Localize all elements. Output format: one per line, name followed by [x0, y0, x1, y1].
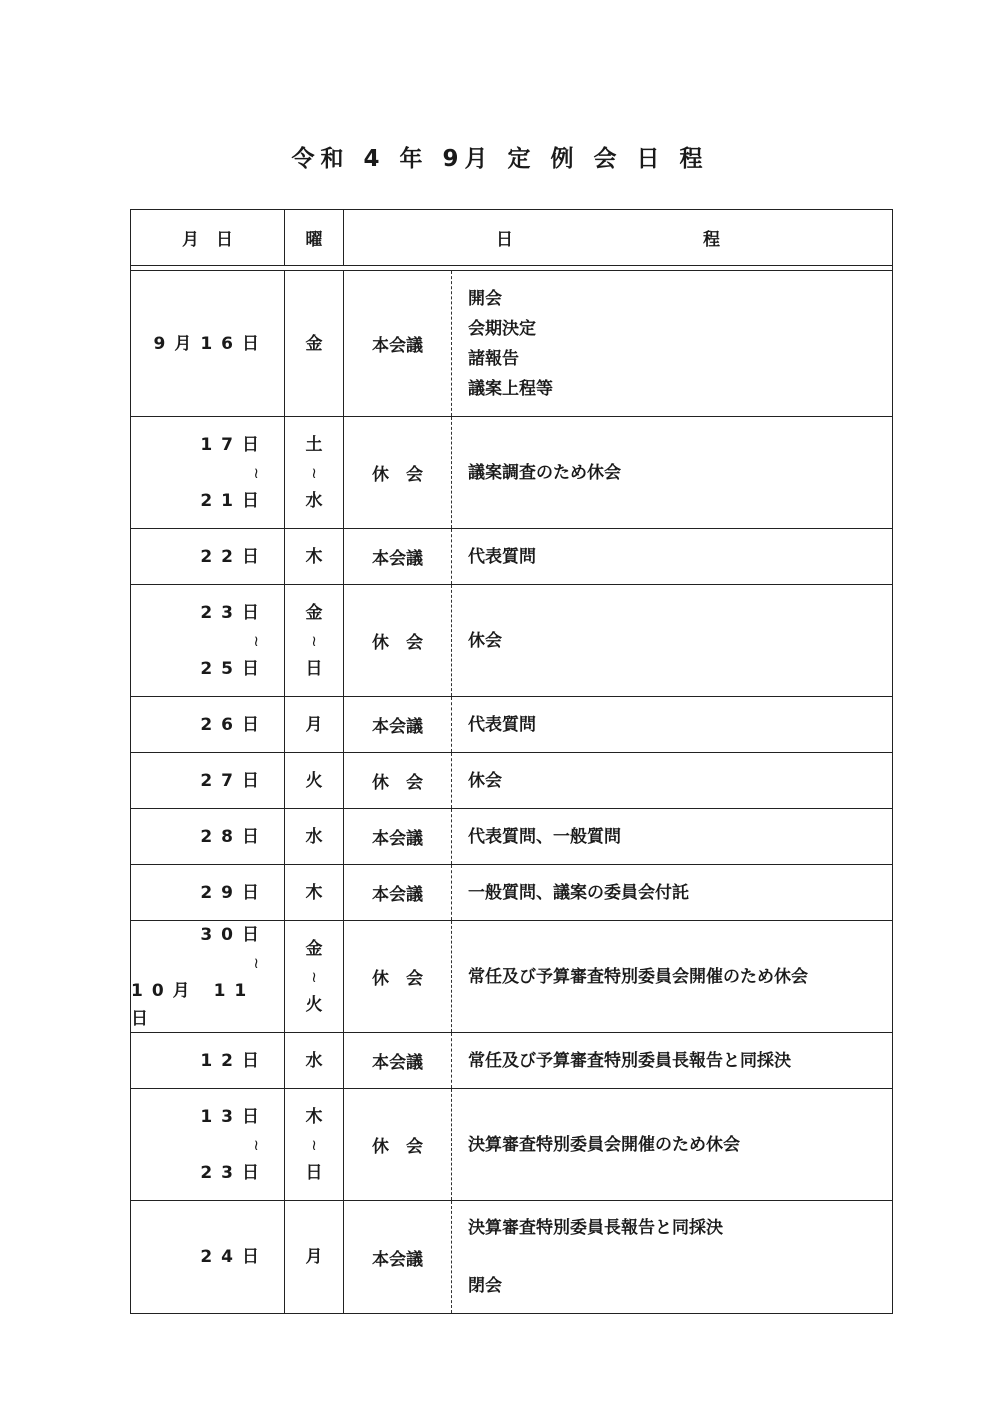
date-cell	[131, 585, 285, 696]
date-text: 9月16日	[153, 333, 268, 354]
agenda-cell	[452, 1201, 892, 1313]
session-type-text: 本会議	[372, 829, 423, 849]
table-row	[131, 865, 892, 921]
schedule-table	[130, 209, 893, 1314]
date-cell	[131, 809, 285, 864]
weekday-text: 水	[305, 1050, 323, 1071]
date-cell	[131, 417, 285, 528]
weekday-text: 水	[305, 490, 323, 511]
header-schedule-right: 程	[703, 230, 720, 250]
session-type-cell	[344, 1033, 452, 1088]
table-body	[131, 271, 892, 1313]
session-type-cell	[344, 697, 452, 752]
session-type-cell	[344, 921, 452, 1032]
session-type-text: 休 会	[372, 633, 423, 653]
session-type-text: 休 会	[372, 773, 423, 793]
date-cell	[131, 271, 285, 416]
date-cell	[131, 697, 285, 752]
agenda-cell	[452, 753, 892, 808]
session-type-cell	[344, 809, 452, 864]
date-text: ≀	[253, 463, 268, 482]
weekday-cell	[285, 809, 344, 864]
agenda-item: 代表質問、一般質問	[468, 826, 621, 847]
table-row	[131, 585, 892, 697]
weekday-text: 木	[305, 1106, 323, 1127]
date-cell	[131, 865, 285, 920]
date-cell	[131, 921, 285, 1032]
date-cell	[131, 529, 285, 584]
agenda-item: 議案調査のため休会	[468, 462, 621, 483]
date-text: 12日	[200, 1050, 268, 1071]
session-type-cell	[344, 529, 452, 584]
date-text: 10月 11日	[131, 980, 256, 1029]
page-title: 令和 4 年 9月 定 例 会 日 程	[291, 146, 709, 172]
weekday-cell	[285, 921, 344, 1032]
weekday-cell	[285, 1033, 344, 1088]
session-type-cell	[344, 271, 452, 416]
weekday-cell	[285, 585, 344, 696]
date-cell	[131, 1201, 285, 1313]
date-cell	[131, 753, 285, 808]
weekday-cell	[285, 753, 344, 808]
date-text: 22日	[200, 546, 268, 567]
session-type-cell	[344, 1089, 452, 1200]
weekday-text: 水	[305, 826, 323, 847]
agenda-item: 休会	[468, 630, 502, 651]
agenda-cell	[452, 697, 892, 752]
weekday-cell	[285, 417, 344, 528]
table-row	[131, 417, 892, 529]
agenda-item: 常任及び予算審査特別委員会開催のため休会	[468, 966, 808, 987]
agenda-item: 一般質問、議案の委員会付託	[468, 882, 689, 903]
table-header-row	[131, 210, 892, 266]
agenda-cell	[452, 417, 892, 528]
weekday-cell	[285, 865, 344, 920]
weekday-text: 日	[305, 658, 323, 679]
agenda-item: 決算審査特別委員会開催のため休会	[468, 1134, 740, 1155]
weekday-text: ≀	[311, 631, 317, 650]
weekday-cell	[285, 1089, 344, 1200]
agenda-item: 休会	[468, 770, 502, 791]
agenda-item: 議案上程等	[468, 378, 553, 399]
weekday-text: 月	[305, 1247, 323, 1267]
table-row	[131, 529, 892, 585]
session-type-text: 休 会	[372, 969, 423, 989]
table-row	[131, 271, 892, 417]
weekday-cell	[285, 1201, 344, 1313]
date-text: ≀	[253, 631, 268, 650]
agenda-cell	[452, 585, 892, 696]
weekday-text: 月	[305, 714, 323, 735]
date-text: 21日	[200, 490, 268, 511]
session-type-text: 本会議	[372, 549, 423, 569]
weekday-text: ≀	[311, 967, 317, 986]
weekday-text: 火	[305, 994, 323, 1015]
weekday-cell	[285, 529, 344, 584]
agenda-item: 決算審査特別委員長報告と同採決	[468, 1218, 723, 1238]
table-row	[131, 921, 892, 1033]
date-text: 27日	[200, 770, 268, 791]
weekday-cell	[285, 697, 344, 752]
session-type-text: 本会議	[372, 885, 423, 905]
agenda-item: 代表質問	[468, 546, 536, 567]
date-text: 13日	[200, 1106, 268, 1127]
weekday-text: 木	[305, 882, 323, 903]
table-row	[131, 697, 892, 753]
agenda-item: 諸報告	[468, 348, 519, 369]
session-type-cell	[344, 585, 452, 696]
weekday-cell	[285, 271, 344, 416]
agenda-cell	[452, 271, 892, 416]
weekday-text: 金	[305, 938, 323, 959]
agenda-item: 会期決定	[468, 318, 536, 339]
date-text: 28日	[200, 826, 268, 847]
header-date: 月 日	[131, 210, 285, 265]
session-type-text: 本会議	[372, 1249, 423, 1270]
agenda-cell	[452, 809, 892, 864]
weekday-text: ≀	[311, 1135, 317, 1154]
date-text: 26日	[200, 714, 268, 735]
date-text: 23日	[200, 1162, 268, 1183]
header-schedule	[344, 210, 892, 265]
session-type-text: 本会議	[372, 717, 423, 737]
session-type-cell	[344, 753, 452, 808]
agenda-cell	[452, 1089, 892, 1200]
weekday-text: 金	[305, 602, 323, 623]
table-row	[131, 1089, 892, 1201]
agenda-cell	[452, 529, 892, 584]
date-text: 23日	[200, 602, 268, 623]
weekday-text: 火	[305, 770, 323, 791]
table-row	[131, 809, 892, 865]
agenda-item: 開会	[468, 288, 502, 309]
agenda-item: 代表質問	[468, 714, 536, 735]
agenda-cell	[452, 865, 892, 920]
session-type-text: 本会議	[372, 1053, 423, 1073]
header-schedule-left: 日	[496, 230, 513, 250]
date-cell	[131, 1089, 285, 1200]
session-type-cell	[344, 417, 452, 528]
session-type-cell	[344, 865, 452, 920]
agenda-spacer	[468, 1243, 723, 1271]
date-text: 25日	[200, 658, 268, 679]
date-cell	[131, 1033, 285, 1088]
table-row	[131, 1033, 892, 1089]
date-text: 30日	[200, 924, 268, 945]
agenda-item: 常任及び予算審査特別委員長報告と同採決	[468, 1050, 791, 1071]
agenda-item: 閉会	[468, 1276, 502, 1296]
weekday-text: 土	[305, 434, 323, 455]
weekday-text: ≀	[311, 463, 317, 482]
date-text: ≀	[253, 1135, 268, 1154]
weekday-text: 金	[305, 333, 323, 354]
agenda-cell	[452, 921, 892, 1032]
table-row	[131, 753, 892, 809]
agenda-cell	[452, 1033, 892, 1088]
weekday-text: 木	[305, 546, 323, 567]
date-text: 29日	[200, 882, 268, 903]
date-text: 17日	[200, 434, 268, 455]
date-text: ≀	[253, 953, 268, 972]
header-day: 曜	[285, 210, 344, 265]
weekday-text: 日	[305, 1162, 323, 1183]
session-type-cell	[344, 1201, 452, 1313]
table-row	[131, 1201, 892, 1313]
date-text: 24日	[200, 1247, 268, 1267]
session-type-text: 休 会	[372, 1137, 423, 1157]
session-type-text: 本会議	[372, 336, 423, 356]
session-type-text: 休 会	[372, 465, 423, 485]
